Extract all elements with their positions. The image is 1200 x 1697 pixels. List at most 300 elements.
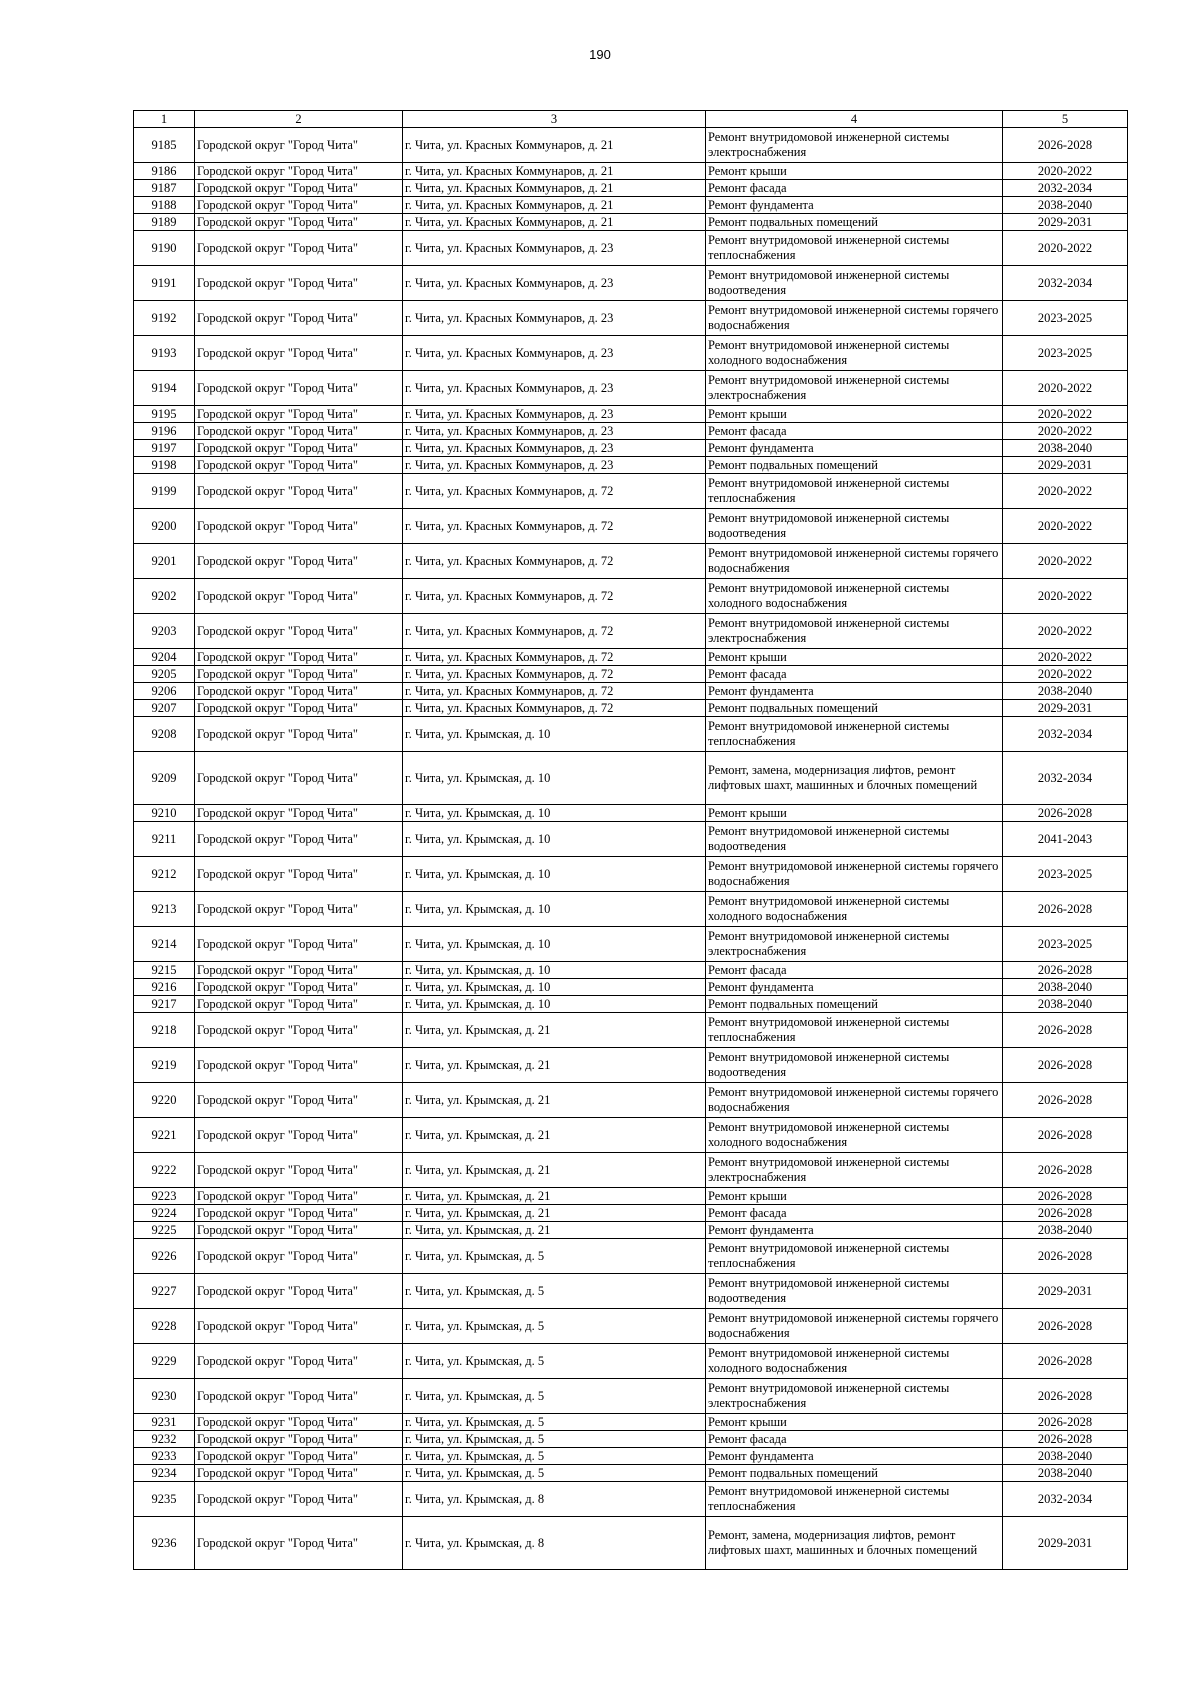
work-type-cell: Ремонт фундамента	[706, 1222, 1003, 1239]
address-cell: г. Чита, ул. Красных Коммунаров, д. 23	[403, 231, 706, 266]
work-type-cell: Ремонт внутридомовой инженерной системы холодного водоснабжения	[706, 579, 1003, 614]
address-cell: г. Чита, ул. Крымская, д. 8	[403, 1482, 706, 1517]
work-type-cell: Ремонт внутридомовой инженерной системы горячего водоснабжения	[706, 1083, 1003, 1118]
table-row	[134, 700, 1128, 717]
table-row	[134, 406, 1128, 423]
period-cell: 2023-2025	[1003, 857, 1128, 892]
work-type-cell: Ремонт внутридомовой инженерной системы горячего водоснабжения	[706, 544, 1003, 579]
header-col-3: 3	[403, 111, 706, 128]
table-row	[134, 423, 1128, 440]
period-cell: 2029-2031	[1003, 457, 1128, 474]
work-type-cell: Ремонт подвальных помещений	[706, 214, 1003, 231]
period-cell: 2026-2028	[1003, 1205, 1128, 1222]
address-cell: г. Чита, ул. Красных Коммунаров, д. 72	[403, 666, 706, 683]
table-row	[134, 1465, 1128, 1482]
table-row	[134, 927, 1128, 962]
period-cell: 2020-2022	[1003, 579, 1128, 614]
row-number: 9206	[134, 683, 195, 700]
municipality-cell: Городской округ "Город Чита"	[195, 805, 403, 822]
period-cell: 2026-2028	[1003, 128, 1128, 163]
address-cell: г. Чита, ул. Красных Коммунаров, д. 23	[403, 440, 706, 457]
table-row	[134, 1274, 1128, 1309]
period-cell: 2026-2028	[1003, 805, 1128, 822]
work-type-cell: Ремонт внутридомовой инженерной системы теплоснабжения	[706, 717, 1003, 752]
work-type-cell: Ремонт подвальных помещений	[706, 457, 1003, 474]
table-row	[134, 440, 1128, 457]
municipality-cell: Городской округ "Город Чита"	[195, 579, 403, 614]
row-number: 9224	[134, 1205, 195, 1222]
municipality-cell: Городской округ "Город Чита"	[195, 1448, 403, 1465]
address-cell: г. Чита, ул. Красных Коммунаров, д. 23	[403, 423, 706, 440]
row-number: 9208	[134, 717, 195, 752]
municipality-cell: Городской округ "Город Чита"	[195, 649, 403, 666]
municipality-cell: Городской округ "Город Чита"	[195, 1239, 403, 1274]
municipality-cell: Городской округ "Город Чита"	[195, 1188, 403, 1205]
table-row	[134, 457, 1128, 474]
period-cell: 2041-2043	[1003, 822, 1128, 857]
row-number: 9210	[134, 805, 195, 822]
municipality-cell: Городской округ "Город Чита"	[195, 683, 403, 700]
row-number: 9217	[134, 996, 195, 1013]
work-type-cell: Ремонт внутридомовой инженерной системы электроснабжения	[706, 1153, 1003, 1188]
table-row	[134, 371, 1128, 406]
address-cell: г. Чита, ул. Красных Коммунаров, д. 72	[403, 544, 706, 579]
row-number: 9236	[134, 1517, 195, 1570]
period-cell: 2029-2031	[1003, 700, 1128, 717]
municipality-cell: Городской округ "Город Чита"	[195, 927, 403, 962]
work-type-cell: Ремонт фасада	[706, 962, 1003, 979]
period-cell: 2026-2028	[1003, 1083, 1128, 1118]
table-row	[134, 857, 1128, 892]
work-type-cell: Ремонт крыши	[706, 406, 1003, 423]
period-cell: 2038-2040	[1003, 1222, 1128, 1239]
municipality-cell: Городской округ "Город Чита"	[195, 423, 403, 440]
address-cell: г. Чита, ул. Красных Коммунаров, д. 21	[403, 197, 706, 214]
address-cell: г. Чита, ул. Красных Коммунаров, д. 23	[403, 336, 706, 371]
row-number: 9205	[134, 666, 195, 683]
address-cell: г. Чита, ул. Крымская, д. 5	[403, 1414, 706, 1431]
period-cell: 2026-2028	[1003, 1431, 1128, 1448]
municipality-cell: Городской округ "Город Чита"	[195, 301, 403, 336]
table-row	[134, 892, 1128, 927]
row-number: 9229	[134, 1344, 195, 1379]
table-row	[134, 1118, 1128, 1153]
row-number: 9204	[134, 649, 195, 666]
municipality-cell: Городской округ "Город Чита"	[195, 666, 403, 683]
municipality-cell: Городской округ "Город Чита"	[195, 1465, 403, 1482]
table-row	[134, 666, 1128, 683]
work-type-cell: Ремонт внутридомовой инженерной системы электроснабжения	[706, 371, 1003, 406]
municipality-cell: Городской округ "Город Чита"	[195, 996, 403, 1013]
table-row	[134, 1431, 1128, 1448]
municipality-cell: Городской округ "Город Чита"	[195, 1083, 403, 1118]
row-number: 9231	[134, 1414, 195, 1431]
municipality-cell: Городской округ "Город Чита"	[195, 266, 403, 301]
work-type-cell: Ремонт внутридомовой инженерной системы электроснабжения	[706, 614, 1003, 649]
address-cell: г. Чита, ул. Красных Коммунаров, д. 72	[403, 579, 706, 614]
municipality-cell: Городской округ "Город Чита"	[195, 1048, 403, 1083]
table-row	[134, 996, 1128, 1013]
period-cell: 2020-2022	[1003, 406, 1128, 423]
row-number: 9190	[134, 231, 195, 266]
address-cell: г. Чита, ул. Крымская, д. 10	[403, 927, 706, 962]
table-row	[134, 180, 1128, 197]
address-cell: г. Чита, ул. Крымская, д. 10	[403, 996, 706, 1013]
table-row	[134, 231, 1128, 266]
work-type-cell: Ремонт внутридомовой инженерной системы водоотведения	[706, 1274, 1003, 1309]
work-type-cell: Ремонт подвальных помещений	[706, 1465, 1003, 1482]
period-cell: 2026-2028	[1003, 1118, 1128, 1153]
work-type-cell: Ремонт внутридомовой инженерной системы водоотведения	[706, 509, 1003, 544]
address-cell: г. Чита, ул. Красных Коммунаров, д. 72	[403, 474, 706, 509]
work-type-cell: Ремонт подвальных помещений	[706, 700, 1003, 717]
address-cell: г. Чита, ул. Красных Коммунаров, д. 72	[403, 700, 706, 717]
municipality-cell: Городской округ "Город Чита"	[195, 457, 403, 474]
address-cell: г. Чита, ул. Крымская, д. 5	[403, 1465, 706, 1482]
table-row	[134, 1517, 1128, 1570]
municipality-cell: Городской округ "Город Чита"	[195, 1414, 403, 1431]
address-cell: г. Чита, ул. Красных Коммунаров, д. 72	[403, 649, 706, 666]
row-number: 9221	[134, 1118, 195, 1153]
work-type-cell: Ремонт внутридомовой инженерной системы холодного водоснабжения	[706, 1118, 1003, 1153]
work-type-cell: Ремонт внутридомовой инженерной системы теплоснабжения	[706, 474, 1003, 509]
period-cell: 2026-2028	[1003, 1048, 1128, 1083]
row-number: 9220	[134, 1083, 195, 1118]
period-cell: 2026-2028	[1003, 1013, 1128, 1048]
row-number: 9191	[134, 266, 195, 301]
work-type-cell: Ремонт, замена, модернизация лифтов, ремонт лифтовых шахт, машинных и блочных помещений	[706, 1517, 1003, 1570]
table-row	[134, 1153, 1128, 1188]
period-cell: 2020-2022	[1003, 649, 1128, 666]
row-number: 9212	[134, 857, 195, 892]
table-row	[134, 717, 1128, 752]
table-row	[134, 1188, 1128, 1205]
row-number: 9218	[134, 1013, 195, 1048]
period-cell: 2020-2022	[1003, 371, 1128, 406]
address-cell: г. Чита, ул. Крымская, д. 21	[403, 1188, 706, 1205]
work-type-cell: Ремонт крыши	[706, 649, 1003, 666]
row-number: 9233	[134, 1448, 195, 1465]
address-cell: г. Чита, ул. Крымская, д. 10	[403, 805, 706, 822]
row-number: 9215	[134, 962, 195, 979]
period-cell: 2020-2022	[1003, 474, 1128, 509]
row-number: 9198	[134, 457, 195, 474]
address-cell: г. Чита, ул. Красных Коммунаров, д. 72	[403, 683, 706, 700]
period-cell: 2038-2040	[1003, 440, 1128, 457]
work-type-cell: Ремонт внутридомовой инженерной системы водоотведения	[706, 266, 1003, 301]
row-number: 9230	[134, 1379, 195, 1414]
work-type-cell: Ремонт внутридомовой инженерной системы горячего водоснабжения	[706, 1309, 1003, 1344]
row-number: 9199	[134, 474, 195, 509]
address-cell: г. Чита, ул. Крымская, д. 5	[403, 1239, 706, 1274]
row-number: 9213	[134, 892, 195, 927]
municipality-cell: Городской округ "Город Чита"	[195, 752, 403, 805]
table-row	[134, 197, 1128, 214]
municipality-cell: Городской округ "Город Чита"	[195, 509, 403, 544]
period-cell: 2020-2022	[1003, 163, 1128, 180]
row-number: 9189	[134, 214, 195, 231]
period-cell: 2020-2022	[1003, 614, 1128, 649]
address-cell: г. Чита, ул. Крымская, д. 5	[403, 1344, 706, 1379]
municipality-cell: Городской округ "Город Чита"	[195, 544, 403, 579]
row-number: 9195	[134, 406, 195, 423]
table-row	[134, 1448, 1128, 1465]
row-number: 9194	[134, 371, 195, 406]
municipality-cell: Городской округ "Город Чита"	[195, 822, 403, 857]
period-cell: 2029-2031	[1003, 214, 1128, 231]
row-number: 9211	[134, 822, 195, 857]
municipality-cell: Городской округ "Город Чита"	[195, 440, 403, 457]
row-number: 9193	[134, 336, 195, 371]
municipality-cell: Городской округ "Город Чита"	[195, 979, 403, 996]
period-cell: 2020-2022	[1003, 544, 1128, 579]
period-cell: 2023-2025	[1003, 336, 1128, 371]
address-cell: г. Чита, ул. Красных Коммунаров, д. 23	[403, 457, 706, 474]
work-type-cell: Ремонт крыши	[706, 805, 1003, 822]
period-cell: 2038-2040	[1003, 996, 1128, 1013]
work-type-cell: Ремонт фасада	[706, 666, 1003, 683]
header-col-2: 2	[195, 111, 403, 128]
table-row	[134, 1083, 1128, 1118]
period-cell: 2026-2028	[1003, 1414, 1128, 1431]
work-type-cell: Ремонт крыши	[706, 1414, 1003, 1431]
address-cell: г. Чита, ул. Красных Коммунаров, д. 23	[403, 371, 706, 406]
address-cell: г. Чита, ул. Красных Коммунаров, д. 21	[403, 163, 706, 180]
table-row	[134, 336, 1128, 371]
period-cell: 2026-2028	[1003, 892, 1128, 927]
address-cell: г. Чита, ул. Крымская, д. 21	[403, 1118, 706, 1153]
header-col-1: 1	[134, 111, 195, 128]
table-row	[134, 979, 1128, 996]
table-row	[134, 1482, 1128, 1517]
municipality-cell: Городской округ "Город Чита"	[195, 163, 403, 180]
address-cell: г. Чита, ул. Крымская, д. 21	[403, 1205, 706, 1222]
row-number: 9225	[134, 1222, 195, 1239]
row-number: 9192	[134, 301, 195, 336]
municipality-cell: Городской округ "Город Чита"	[195, 614, 403, 649]
address-cell: г. Чита, ул. Крымская, д. 21	[403, 1222, 706, 1239]
period-cell: 2032-2034	[1003, 1482, 1128, 1517]
address-cell: г. Чита, ул. Красных Коммунаров, д. 23	[403, 266, 706, 301]
period-cell: 2038-2040	[1003, 979, 1128, 996]
address-cell: г. Чита, ул. Крымская, д. 21	[403, 1083, 706, 1118]
period-cell: 2038-2040	[1003, 1448, 1128, 1465]
work-type-cell: Ремонт внутридомовой инженерной системы электроснабжения	[706, 927, 1003, 962]
table-row	[134, 214, 1128, 231]
work-type-cell: Ремонт, замена, модернизация лифтов, ремонт лифтовых шахт, машинных и блочных помещений	[706, 752, 1003, 805]
row-number: 9234	[134, 1465, 195, 1482]
row-number: 9203	[134, 614, 195, 649]
page-number: 190	[589, 47, 611, 62]
row-number: 9235	[134, 1482, 195, 1517]
municipality-cell: Городской округ "Город Чита"	[195, 406, 403, 423]
table-row	[134, 1379, 1128, 1414]
municipality-cell: Городской округ "Город Чита"	[195, 336, 403, 371]
work-type-cell: Ремонт внутридомовой инженерной системы водоотведения	[706, 822, 1003, 857]
table-row	[134, 1414, 1128, 1431]
address-cell: г. Чита, ул. Крымская, д. 5	[403, 1431, 706, 1448]
row-number: 9223	[134, 1188, 195, 1205]
table-row	[134, 752, 1128, 805]
municipality-cell: Городской округ "Город Чита"	[195, 892, 403, 927]
row-number: 9216	[134, 979, 195, 996]
address-cell: г. Чита, ул. Красных Коммунаров, д. 21	[403, 128, 706, 163]
work-type-cell: Ремонт фундамента	[706, 979, 1003, 996]
address-cell: г. Чита, ул. Крымская, д. 5	[403, 1309, 706, 1344]
address-cell: г. Чита, ул. Крымская, д. 10	[403, 962, 706, 979]
address-cell: г. Чита, ул. Крымская, д. 21	[403, 1153, 706, 1188]
municipality-cell: Городской округ "Город Чита"	[195, 371, 403, 406]
period-cell: 2026-2028	[1003, 1239, 1128, 1274]
address-cell: г. Чита, ул. Красных Коммунаров, д. 23	[403, 301, 706, 336]
work-type-cell: Ремонт подвальных помещений	[706, 996, 1003, 1013]
row-number: 9185	[134, 128, 195, 163]
work-type-cell: Ремонт внутридомовой инженерной системы горячего водоснабжения	[706, 301, 1003, 336]
municipality-cell: Городской округ "Город Чита"	[195, 1517, 403, 1570]
period-cell: 2023-2025	[1003, 301, 1128, 336]
work-type-cell: Ремонт фундамента	[706, 1448, 1003, 1465]
table-row	[134, 579, 1128, 614]
table-row	[134, 1205, 1128, 1222]
work-type-cell: Ремонт фундамента	[706, 683, 1003, 700]
work-type-cell: Ремонт внутридомовой инженерной системы холодного водоснабжения	[706, 336, 1003, 371]
row-number: 9227	[134, 1274, 195, 1309]
row-number: 9188	[134, 197, 195, 214]
period-cell: 2038-2040	[1003, 683, 1128, 700]
work-type-cell: Ремонт фундамента	[706, 197, 1003, 214]
period-cell: 2020-2022	[1003, 509, 1128, 544]
address-cell: г. Чита, ул. Красных Коммунаров, д. 72	[403, 614, 706, 649]
address-cell: г. Чита, ул. Крымская, д. 10	[403, 717, 706, 752]
table-row	[134, 805, 1128, 822]
work-type-cell: Ремонт внутридомовой инженерной системы теплоснабжения	[706, 1239, 1003, 1274]
address-cell: г. Чита, ул. Крымская, д. 10	[403, 822, 706, 857]
municipality-cell: Городской округ "Город Чита"	[195, 474, 403, 509]
address-cell: г. Чита, ул. Крымская, д. 5	[403, 1448, 706, 1465]
table-row	[134, 163, 1128, 180]
header-col-4: 4	[706, 111, 1003, 128]
work-type-cell: Ремонт фасада	[706, 1205, 1003, 1222]
work-type-cell: Ремонт фасада	[706, 423, 1003, 440]
work-type-cell: Ремонт фасада	[706, 180, 1003, 197]
address-cell: г. Чита, ул. Красных Коммунаров, д. 72	[403, 509, 706, 544]
row-number: 9207	[134, 700, 195, 717]
row-number: 9228	[134, 1309, 195, 1344]
table-row	[134, 962, 1128, 979]
municipality-cell: Городской округ "Город Чита"	[195, 214, 403, 231]
work-type-cell: Ремонт внутридомовой инженерной системы теплоснабжения	[706, 1013, 1003, 1048]
table-row	[134, 1344, 1128, 1379]
address-cell: г. Чита, ул. Крымская, д. 5	[403, 1274, 706, 1309]
table-header	[134, 111, 1128, 128]
municipality-cell: Городской округ "Город Чита"	[195, 197, 403, 214]
row-number: 9202	[134, 579, 195, 614]
work-type-cell: Ремонт фундамента	[706, 440, 1003, 457]
municipality-cell: Городской округ "Город Чита"	[195, 128, 403, 163]
period-cell: 2026-2028	[1003, 1153, 1128, 1188]
table-row	[134, 683, 1128, 700]
work-type-cell: Ремонт внутридомовой инженерной системы водоотведения	[706, 1048, 1003, 1083]
municipality-cell: Городской округ "Город Чита"	[195, 180, 403, 197]
table-row	[134, 1013, 1128, 1048]
period-cell: 2038-2040	[1003, 1465, 1128, 1482]
address-cell: г. Чита, ул. Крымская, д. 5	[403, 1379, 706, 1414]
table-row	[134, 649, 1128, 666]
table-body	[134, 128, 1128, 1570]
row-number: 9232	[134, 1431, 195, 1448]
address-cell: г. Чита, ул. Крымская, д. 10	[403, 752, 706, 805]
period-cell: 2032-2034	[1003, 752, 1128, 805]
table-row	[134, 128, 1128, 163]
row-number: 9200	[134, 509, 195, 544]
municipality-cell: Городской округ "Город Чита"	[195, 1205, 403, 1222]
address-cell: г. Чита, ул. Красных Коммунаров, д. 21	[403, 214, 706, 231]
municipality-cell: Городской округ "Город Чита"	[195, 1482, 403, 1517]
table-row	[134, 1222, 1128, 1239]
municipality-cell: Городской округ "Город Чита"	[195, 1431, 403, 1448]
table-row	[134, 266, 1128, 301]
table-row	[134, 1309, 1128, 1344]
header-col-5: 5	[1003, 111, 1128, 128]
table-row	[134, 1239, 1128, 1274]
address-cell: г. Чита, ул. Крымская, д. 21	[403, 1013, 706, 1048]
work-type-cell: Ремонт внутридомовой инженерной системы электроснабжения	[706, 1379, 1003, 1414]
municipality-cell: Городской округ "Город Чита"	[195, 1344, 403, 1379]
table-row	[134, 301, 1128, 336]
table-row	[134, 544, 1128, 579]
row-number: 9222	[134, 1153, 195, 1188]
address-cell: г. Чита, ул. Крымская, д. 10	[403, 857, 706, 892]
period-cell: 2029-2031	[1003, 1517, 1128, 1570]
municipality-cell: Городской округ "Город Чита"	[195, 717, 403, 752]
period-cell: 2038-2040	[1003, 197, 1128, 214]
municipality-cell: Городской округ "Город Чита"	[195, 857, 403, 892]
period-cell: 2026-2028	[1003, 1309, 1128, 1344]
period-cell: 2023-2025	[1003, 927, 1128, 962]
address-cell: г. Чита, ул. Крымская, д. 21	[403, 1048, 706, 1083]
row-number: 9209	[134, 752, 195, 805]
municipality-cell: Городской округ "Город Чита"	[195, 1379, 403, 1414]
address-cell: г. Чита, ул. Крымская, д. 8	[403, 1517, 706, 1570]
row-number: 9187	[134, 180, 195, 197]
repair-schedule-table	[133, 110, 1128, 1570]
table-row	[134, 509, 1128, 544]
work-type-cell: Ремонт внутридомовой инженерной системы теплоснабжения	[706, 231, 1003, 266]
municipality-cell: Городской округ "Город Чита"	[195, 1153, 403, 1188]
municipality-cell: Городской округ "Город Чита"	[195, 700, 403, 717]
municipality-cell: Городской округ "Город Чита"	[195, 1309, 403, 1344]
work-type-cell: Ремонт крыши	[706, 1188, 1003, 1205]
row-number: 9219	[134, 1048, 195, 1083]
municipality-cell: Городской округ "Город Чита"	[195, 1274, 403, 1309]
period-cell: 2026-2028	[1003, 962, 1128, 979]
municipality-cell: Городской округ "Город Чита"	[195, 1013, 403, 1048]
period-cell: 2032-2034	[1003, 717, 1128, 752]
header-row	[134, 111, 1128, 128]
address-cell: г. Чита, ул. Крымская, д. 10	[403, 979, 706, 996]
row-number: 9186	[134, 163, 195, 180]
municipality-cell: Городской округ "Город Чита"	[195, 1118, 403, 1153]
work-type-cell: Ремонт внутридомовой инженерной системы теплоснабжения	[706, 1482, 1003, 1517]
period-cell: 2020-2022	[1003, 666, 1128, 683]
row-number: 9196	[134, 423, 195, 440]
work-type-cell: Ремонт крыши	[706, 163, 1003, 180]
period-cell: 2020-2022	[1003, 423, 1128, 440]
table-row	[134, 822, 1128, 857]
work-type-cell: Ремонт внутридомовой инженерной системы электроснабжения	[706, 128, 1003, 163]
period-cell: 2032-2034	[1003, 266, 1128, 301]
period-cell: 2026-2028	[1003, 1379, 1128, 1414]
